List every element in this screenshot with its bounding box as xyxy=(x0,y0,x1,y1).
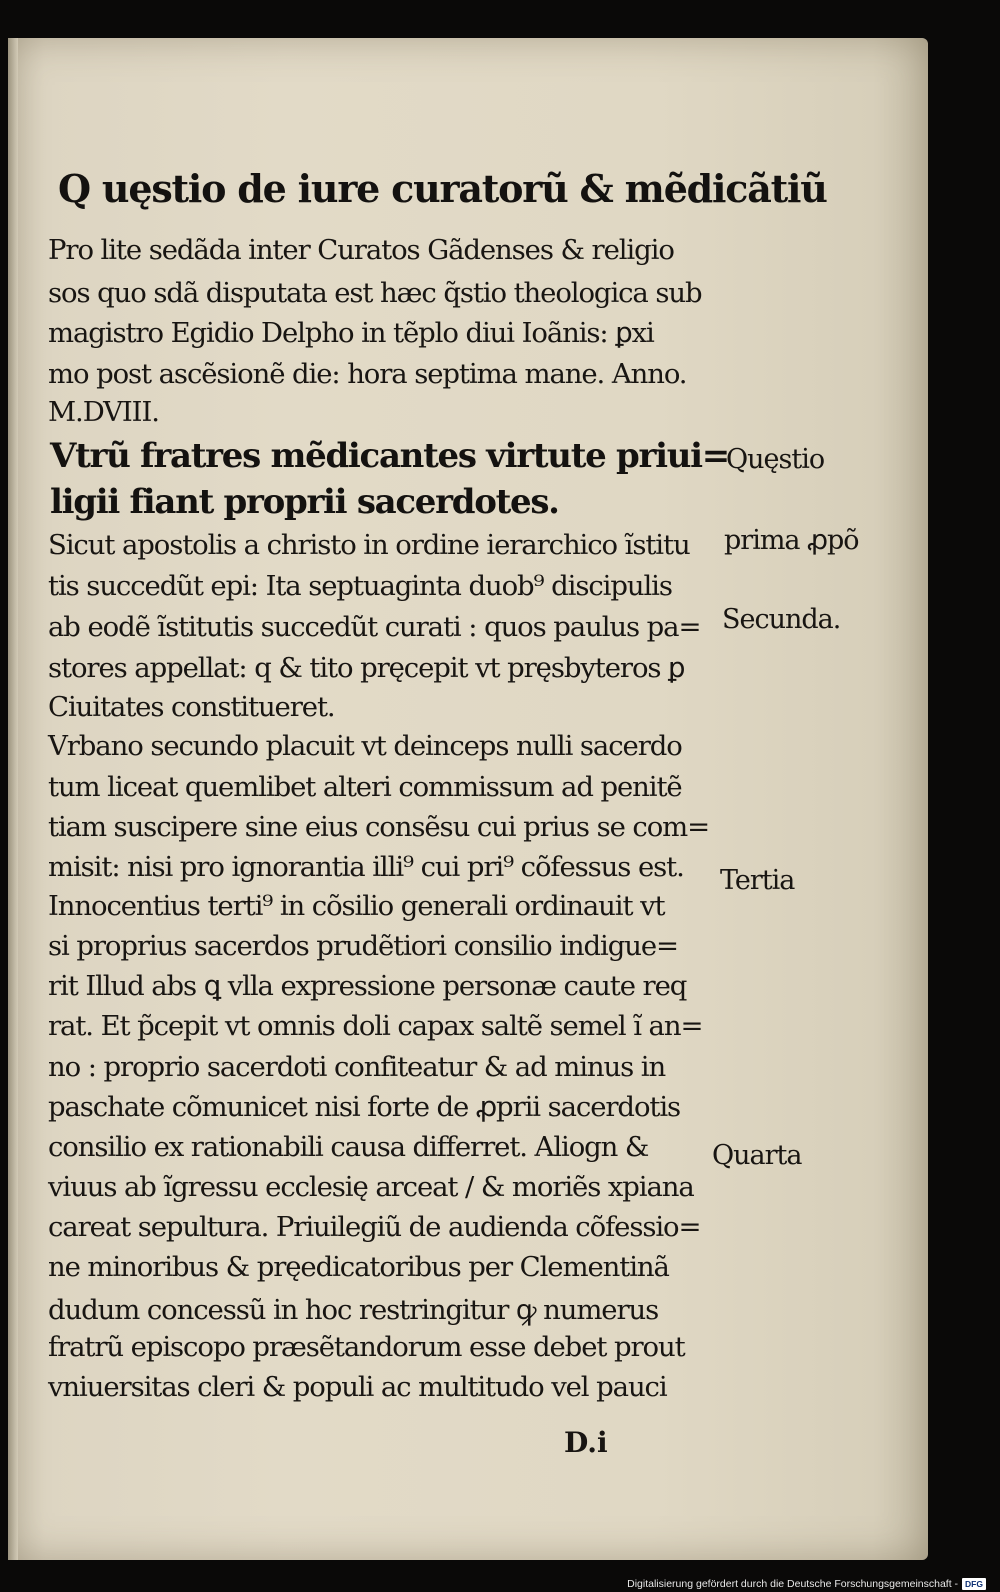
dfg-logo: DFG xyxy=(962,1578,986,1590)
question-line: Vtrũ fratres mẽdicantes virtute priui= xyxy=(50,436,729,476)
body-line: ab eodẽ ĩstitutis succedũt curati : quos paulus pa= xyxy=(48,611,701,643)
page-gutter-edge xyxy=(8,38,18,1560)
book-page xyxy=(8,38,928,1560)
body-line: rit Illud abs ꝗ vlla expressione personæ caute req xyxy=(48,970,687,1002)
margin-note: Tertia xyxy=(720,865,795,896)
intro-line: mo post ascẽsionẽ die: hora septima mane. Anno. xyxy=(48,358,687,390)
question-line: ligii fiant proprii sacerdotes. xyxy=(50,482,559,522)
body-line: si proprius sacerdos prudẽtiori consilio indigue= xyxy=(48,930,678,962)
page-heading: Q uęstio de iure curatorũ & mẽdicãtiũ xyxy=(58,166,827,211)
margin-note: prima ꝓpõ xyxy=(724,525,859,556)
funding-footer xyxy=(627,1576,986,1592)
body-line: Ciuitates constitueret. xyxy=(48,691,335,723)
signature-mark: D.i xyxy=(564,1426,608,1459)
body-line: consilio ex rationabili causa differret. Aliogn & xyxy=(48,1131,649,1163)
body-line: Sicut apostolis a christo in ordine ierarchico ĩstitu xyxy=(48,529,690,561)
body-line: Vrbano secundo placuit vt deinceps nulli sacerdo xyxy=(48,730,682,762)
intro-line: magistro Egidio Delpho in tẽplo diui Ioãnis: ꝑxi xyxy=(48,317,654,349)
body-line: tiam suscipere sine eius consẽsu cui prius se com= xyxy=(48,811,710,843)
body-line: ne minoribus & pręedicatoribus per Clementinã xyxy=(48,1251,669,1283)
body-line: careat sepultura. Priuilegiũ de audienda cõfessio= xyxy=(48,1211,701,1243)
body-line: rat. Et p̃cepit vt omnis doli capax saltẽ semel ĩ an= xyxy=(48,1010,703,1042)
body-line: fratrũ episcopo præsẽtandorum esse debet prout xyxy=(48,1331,685,1363)
body-line: paschate cõmunicet nisi forte de ꝓprii sacerdotis xyxy=(48,1091,681,1123)
body-line: tum liceat quemlibet alteri commissum ad penitẽ xyxy=(48,771,682,803)
margin-note: Secunda. xyxy=(722,604,841,635)
intro-line: M.DVIII. xyxy=(48,396,159,428)
body-line: misit: nisi pro ignorantia illi⁹ cui pri⁹ cõfessus est. xyxy=(48,851,684,883)
footer-credit-text: Digitalisierung gefördert durch die Deutsche Forschungsgemeinschaft - xyxy=(627,1578,959,1590)
intro-line: sos quo sdã disputata est hæc q̃stio theologica sub xyxy=(48,277,702,309)
intro-line: Pro lite sedãda inter Curatos Gãdenses & religio xyxy=(48,234,674,266)
margin-note: Quarta xyxy=(712,1140,802,1171)
margin-note: Quęstio xyxy=(726,444,825,475)
body-line: vniuersitas cleri & populi ac multitudo vel pauci xyxy=(48,1371,667,1403)
body-line: Innocentius terti⁹ in cõsilio generali ordinauit vt xyxy=(48,890,665,922)
body-line: dudum concessũ in hoc restringitur ꝙ numerus xyxy=(48,1294,659,1326)
body-line: no : proprio sacerdoti confiteatur & ad minus in xyxy=(48,1051,666,1083)
body-line: stores appellat: q & tito pręcepit vt pręsbyteros ꝑ xyxy=(48,652,685,684)
body-line: viuus ab ĩgressu ecclesię arceat / & moriẽs xpiana xyxy=(48,1171,694,1203)
body-line: tis succedũt epi: Ita septuaginta duob⁹ discipulis xyxy=(48,570,672,602)
